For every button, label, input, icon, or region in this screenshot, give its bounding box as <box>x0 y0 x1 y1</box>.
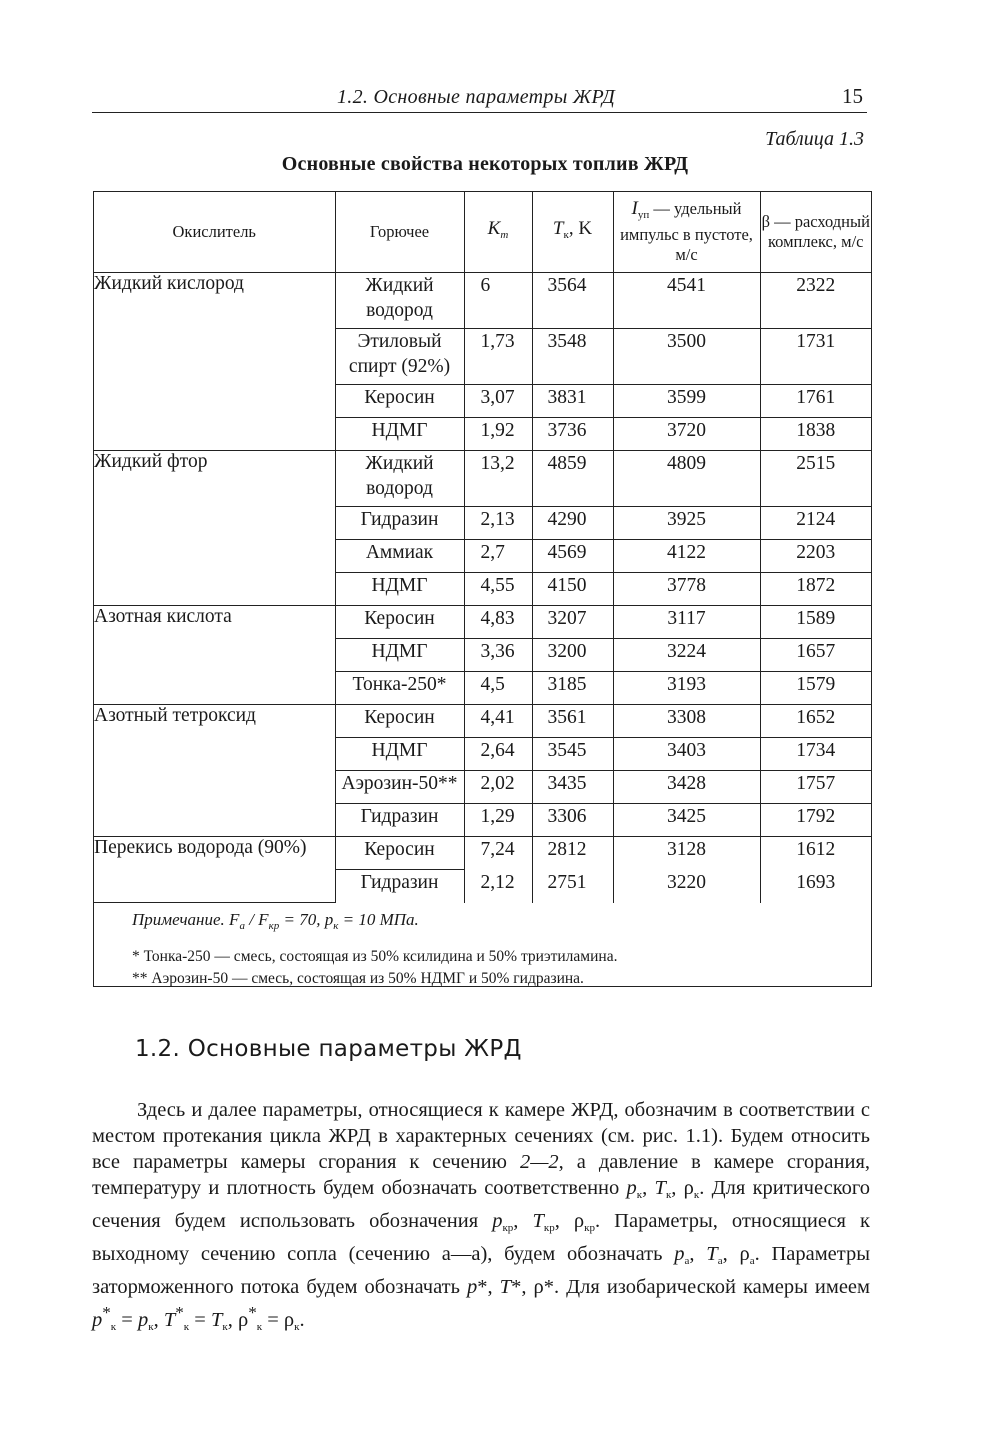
tk-cell: 3306 <box>532 804 613 837</box>
isp-cell: 3128 <box>613 837 760 870</box>
isp-cell: 3720 <box>613 418 760 451</box>
tk-cell: 4150 <box>532 573 613 606</box>
isp-cell: 3403 <box>613 738 760 771</box>
table-remark: Примечание. $F_а / F_{кр} = 70$, $p_к = 10$ МПа. <box>132 910 419 932</box>
isp-cell: 3220 <box>613 870 760 903</box>
beta-cell: 1731 <box>760 329 871 385</box>
beta-cell: 1838 <box>760 418 871 451</box>
tk-cell: 2812 <box>532 837 613 870</box>
tk-cell: 2751 <box>532 870 613 903</box>
km-cell: 13,2 <box>464 451 532 507</box>
km-cell: 4,41 <box>464 705 532 738</box>
oxidizer-cell: Азотная кислота <box>94 606 335 705</box>
isp-cell: 3428 <box>613 771 760 804</box>
beta-cell: 1693 <box>760 870 871 903</box>
fuel-cell: Аэрозин-50** <box>335 771 464 804</box>
beta-cell: 1652 <box>760 705 871 738</box>
isp-cell: 3778 <box>613 573 760 606</box>
km-cell: 2,64 <box>464 738 532 771</box>
header-tk: $T_к$, K <box>532 192 613 273</box>
tk-cell: 3736 <box>532 418 613 451</box>
isp-cell: 4122 <box>613 540 760 573</box>
km-cell: 3,07 <box>464 385 532 418</box>
fuel-cell: Керосин <box>335 837 464 870</box>
tk-cell: 3831 <box>532 385 613 418</box>
table-row <box>94 606 871 639</box>
oxidizer-cell: Перекись водорода (90%) <box>94 837 335 903</box>
beta-cell: 1589 <box>760 606 871 639</box>
page-number: 15 <box>842 84 863 108</box>
table-row <box>94 451 871 507</box>
km-cell: 1,92 <box>464 418 532 451</box>
tk-cell: 3185 <box>532 672 613 705</box>
isp-cell: 3925 <box>613 507 760 540</box>
body-text <box>92 1097 870 1340</box>
section-title: 1.2. Основные параметры ЖРД <box>135 1036 522 1062</box>
table-header-row <box>94 192 871 273</box>
fuel-cell: Гидразин <box>335 507 464 540</box>
beta-cell: 1579 <box>760 672 871 705</box>
oxidizer-cell: Жидкий кислород <box>94 273 335 451</box>
header-oxidizer: Окислитель <box>94 192 335 273</box>
fuel-cell: НДМГ <box>335 738 464 771</box>
fuel-cell: НДМГ <box>335 418 464 451</box>
tk-cell: 4859 <box>532 451 613 507</box>
beta-cell: 2322 <box>760 273 871 329</box>
tk-cell: 3564 <box>532 273 613 329</box>
km-cell: 2,12 <box>464 870 532 903</box>
isp-cell: 3117 <box>613 606 760 639</box>
fuel-cell: Жидкий водород <box>335 451 464 507</box>
header-km: $K_m$ <box>464 192 532 273</box>
table-notes <box>132 908 617 990</box>
isp-cell: 3308 <box>613 705 760 738</box>
km-cell: 4,5 <box>464 672 532 705</box>
table-frame <box>93 191 872 987</box>
fuel-cell: Этиловый спирт (92%) <box>335 329 464 385</box>
tk-cell: 3200 <box>532 639 613 672</box>
table-row <box>94 705 871 738</box>
header-beta: β — расходный комплекс, м/с <box>760 192 871 273</box>
beta-cell: 2124 <box>760 507 871 540</box>
fuel-cell: Тонка-250* <box>335 672 464 705</box>
header-isp: $I_{уп}$ — удельный импульс в пустоте, м/с <box>613 192 760 273</box>
oxidizer-cell: Азотный тетроксид <box>94 705 335 837</box>
tk-cell: 3545 <box>532 738 613 771</box>
km-cell: 6 <box>464 273 532 329</box>
fuel-cell: НДМГ <box>335 573 464 606</box>
table-row <box>94 273 871 329</box>
header-fuel: Горючее <box>335 192 464 273</box>
isp-cell: 3193 <box>613 672 760 705</box>
km-cell: 4,55 <box>464 573 532 606</box>
km-cell: 2,02 <box>464 771 532 804</box>
isp-cell: 4541 <box>613 273 760 329</box>
fuel-cell: Гидразин <box>335 870 464 903</box>
isp-cell: 4809 <box>613 451 760 507</box>
footnote-tonka: * Тонка-250 — смесь, состоящая из 50% ксилидина и 50% триэтиламина. <box>132 948 618 965</box>
fuel-cell: Гидразин <box>335 804 464 837</box>
tk-cell: 3561 <box>532 705 613 738</box>
oxidizer-cell: Жидкий фтор <box>94 451 335 606</box>
beta-cell: 1872 <box>760 573 871 606</box>
beta-cell: 1612 <box>760 837 871 870</box>
body-paragraph: Здесь и далее параметры, относящиеся к камере ЖРД, обозначим в соответствии с местом протекания цикла ЖРД в характерных сечениях (см. рис. 1.1). Будем относить все параметры камеры сгорания к сечению 2—2, а давление в камере сгорания, температуру и плотность будем обозначать соответственно $p_к$, $T_к$, $\rho_к$. Для критического сечения будем использовать обозначения $p_{кр}$, $T_{кр}$, $\rho_{кр}$. Параметры, относящиеся к выходному сечению сопла (сечению а—а), будем обозначать $p_а$, $T_а$, $\rho_а$. Параметры заторможенного потока будем обозначать p*, T*, ρ*. Для изобарической камеры имеем $p^*_к = p_к$, $T^*_к = T_к$, $\rho^*_к = \rho_к$. <box>92 1099 871 1333</box>
tk-cell: 3435 <box>532 771 613 804</box>
beta-cell: 1757 <box>760 771 871 804</box>
km-cell: 4,83 <box>464 606 532 639</box>
propellant-table <box>94 192 871 903</box>
km-cell: 1,73 <box>464 329 532 385</box>
beta-cell: 1761 <box>760 385 871 418</box>
tk-cell: 4290 <box>532 507 613 540</box>
beta-cell: 1734 <box>760 738 871 771</box>
tk-cell: 3548 <box>532 329 613 385</box>
km-cell: 1,29 <box>464 804 532 837</box>
tk-cell: 4569 <box>532 540 613 573</box>
running-header-title: 1.2. Основные параметры ЖРД <box>337 86 616 108</box>
beta-cell: 2515 <box>760 451 871 507</box>
isp-cell: 3599 <box>613 385 760 418</box>
beta-cell: 2203 <box>760 540 871 573</box>
km-cell: 7,24 <box>464 837 532 870</box>
table-caption: Основные свойства некоторых топлив ЖРД <box>281 153 689 175</box>
km-cell: 2,7 <box>464 540 532 573</box>
beta-cell: 1792 <box>760 804 871 837</box>
table-label: Таблица 1.3 <box>765 128 864 150</box>
footnote-aerozine: ** Аэрозин-50 — смесь, состоящая из 50% НДМГ и 50% гидразина. <box>132 970 584 987</box>
isp-cell: 3425 <box>613 804 760 837</box>
fuel-cell: Жидкий водород <box>335 273 464 329</box>
isp-cell: 3224 <box>613 639 760 672</box>
km-cell: 2,13 <box>464 507 532 540</box>
fuel-cell: Керосин <box>335 385 464 418</box>
running-header <box>92 84 867 113</box>
table-row <box>94 837 871 870</box>
km-cell: 3,36 <box>464 639 532 672</box>
tk-cell: 3207 <box>532 606 613 639</box>
fuel-cell: Аммиак <box>335 540 464 573</box>
fuel-cell: Керосин <box>335 705 464 738</box>
fuel-cell: Керосин <box>335 606 464 639</box>
isp-cell: 3500 <box>613 329 760 385</box>
beta-cell: 1657 <box>760 639 871 672</box>
fuel-cell: НДМГ <box>335 639 464 672</box>
